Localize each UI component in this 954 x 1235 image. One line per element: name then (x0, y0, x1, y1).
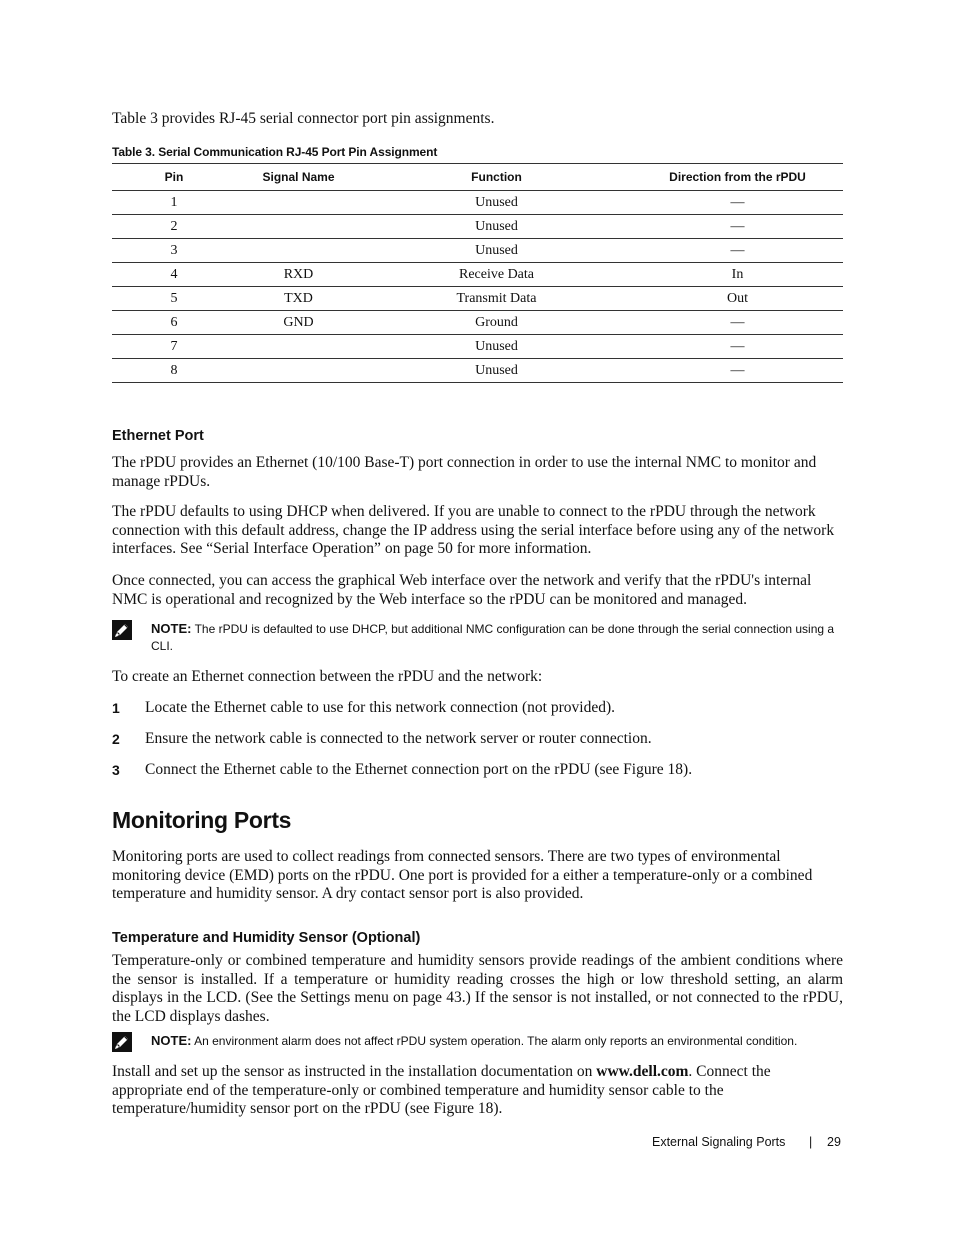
cell-function: Unused (361, 239, 632, 263)
cell-pin: 5 (112, 287, 236, 311)
cell-pin: 8 (112, 359, 236, 383)
table-row (112, 359, 843, 383)
note-pencil-icon (112, 620, 132, 640)
step-number: 1 (112, 700, 120, 716)
cell-function: Ground (361, 311, 632, 335)
temp-paragraph-2-end: . Connect the appropriate end of the temperature-only or combined temperature and humidity sensor cable to the temperature/humidity sensor port on the rPDU (see Figure 18). (112, 1063, 771, 1118)
cell-function: Unused (361, 359, 632, 383)
footer-section-title: External Signaling Ports (652, 1135, 786, 1149)
header-direction: Direction from the rPDU (632, 164, 843, 191)
cell-direction: — (632, 239, 843, 263)
step-text: Connect the Ethernet cable to the Ethernet connection port on the rPDU (see Figure 18). (145, 761, 693, 778)
cell-direction: — (632, 311, 843, 335)
ethernet-paragraph-3: Once connected, you can access the graphical Web interface over the network and verify that the rPDU's internal NMC is operational and recognized by the Web interface so the rPDU can be monitored and managed. (112, 572, 812, 608)
cell-direction: In (632, 263, 843, 287)
note-dhcp (112, 620, 843, 656)
note-body (151, 620, 846, 655)
cell-direction: — (632, 359, 843, 383)
cell-signal: RXD (236, 263, 361, 287)
ethernet-paragraph-2: The rPDU defaults to using DHCP when delivered. If you are unable to connect to the rPDU through the network connection with this default address, change the IP address using the serial interface before using any of the network interfaces. See “Serial Interface Operation” on page 50 for more information. (112, 503, 835, 558)
temp-heading: Temperature and Humidity Sensor (Optional) (112, 930, 421, 946)
list-item (112, 699, 843, 719)
cell-function: Unused (361, 191, 632, 215)
table-row (112, 191, 843, 215)
note-label: NOTE: (151, 621, 192, 636)
table-row (112, 287, 843, 311)
cell-direction: — (632, 335, 843, 359)
cell-direction: — (632, 191, 843, 215)
monitoring-paragraph: Monitoring ports are used to collect readings from connected sensors. There are two types of environmental monitoring device (EMD) ports on the rPDU. One port is provided for a either a temperature-only or a combined temperature and humidity sensor. A dry contact sensor port is also provided. (112, 848, 813, 903)
cell-pin: 1 (112, 191, 236, 215)
table-row (112, 311, 843, 335)
temp-paragraph-1: Temperature-only or combined temperature and humidity sensors provide readings of the ambient conditions where the sensor is installed. If a temperature or humidity reading crosses the high or low threshold setting, an alarm displays in the LCD. (See the Settings menu on page 43.) If the sensor is not installed, or not connected to the rPDU, the LCD displays dashes. (112, 952, 843, 1025)
cell-function: Unused (361, 335, 632, 359)
cell-signal (236, 215, 361, 239)
temp-paragraph-2 (112, 1063, 843, 1119)
temp-paragraph-2-start: Install and set up the sensor as instructed in the installation documentation on (112, 1063, 597, 1080)
monitoring-heading: Monitoring Ports (112, 807, 292, 833)
cell-pin: 6 (112, 311, 236, 335)
list-item (112, 730, 843, 750)
document-page (112, 0, 843, 1235)
cell-function: Transmit Data (361, 287, 632, 311)
note-text: An environment alarm does not affect rPDU system operation. The alarm only reports an environmental condition. (194, 1034, 798, 1048)
cell-signal (236, 239, 361, 263)
page-number: 29 (827, 1135, 841, 1149)
header-function: Function (361, 164, 632, 191)
table-row (112, 215, 843, 239)
cell-direction: — (632, 215, 843, 239)
cell-signal (236, 191, 361, 215)
step-text: Locate the Ethernet cable to use for this network connection (not provided). (145, 699, 616, 716)
cell-signal (236, 335, 361, 359)
note-body (151, 1032, 846, 1050)
cell-pin: 7 (112, 335, 236, 359)
note-text: The rPDU is defaulted to use DHCP, but additional NMC configuration can be done through the serial connection using a CLI. (151, 622, 835, 653)
cell-signal: TXD (236, 287, 361, 311)
steps-intro: To create an Ethernet connection between the rPDU and the network: (112, 668, 543, 685)
table-row (112, 335, 843, 359)
step-number: 3 (112, 762, 120, 778)
table-intro: Table 3 provides RJ-45 serial connector port pin assignments. (112, 110, 495, 127)
header-pin: Pin (112, 164, 236, 191)
cell-pin: 3 (112, 239, 236, 263)
cell-signal (236, 359, 361, 383)
list-item (112, 761, 843, 781)
pin-assignment-table (112, 163, 843, 383)
cell-direction: Out (632, 287, 843, 311)
cell-pin: 4 (112, 263, 236, 287)
step-number: 2 (112, 731, 120, 747)
table-row (112, 239, 843, 263)
footer-separator: | (809, 1135, 813, 1149)
dell-website-link[interactable]: www.dell.com (596, 1063, 689, 1080)
note-label: NOTE: (151, 1033, 192, 1048)
ethernet-paragraph-1: The rPDU provides an Ethernet (10/100 Base-T) port connection in order to use the internal NMC to monitor and manage rPDUs. (112, 454, 817, 490)
cell-signal: GND (236, 311, 361, 335)
step-text: Ensure the network cable is connected to the network server or router connection. (145, 730, 652, 747)
header-signal-name: Signal Name (236, 164, 361, 191)
cell-pin: 2 (112, 215, 236, 239)
ethernet-heading: Ethernet Port (112, 428, 204, 444)
table-header-row (112, 164, 843, 191)
cell-function: Unused (361, 215, 632, 239)
table-row (112, 263, 843, 287)
note-pencil-icon (112, 1032, 132, 1052)
table-caption: Table 3. Serial Communication RJ-45 Port Pin Assignment (112, 145, 438, 159)
note-environment (112, 1032, 843, 1054)
cell-function: Receive Data (361, 263, 632, 287)
